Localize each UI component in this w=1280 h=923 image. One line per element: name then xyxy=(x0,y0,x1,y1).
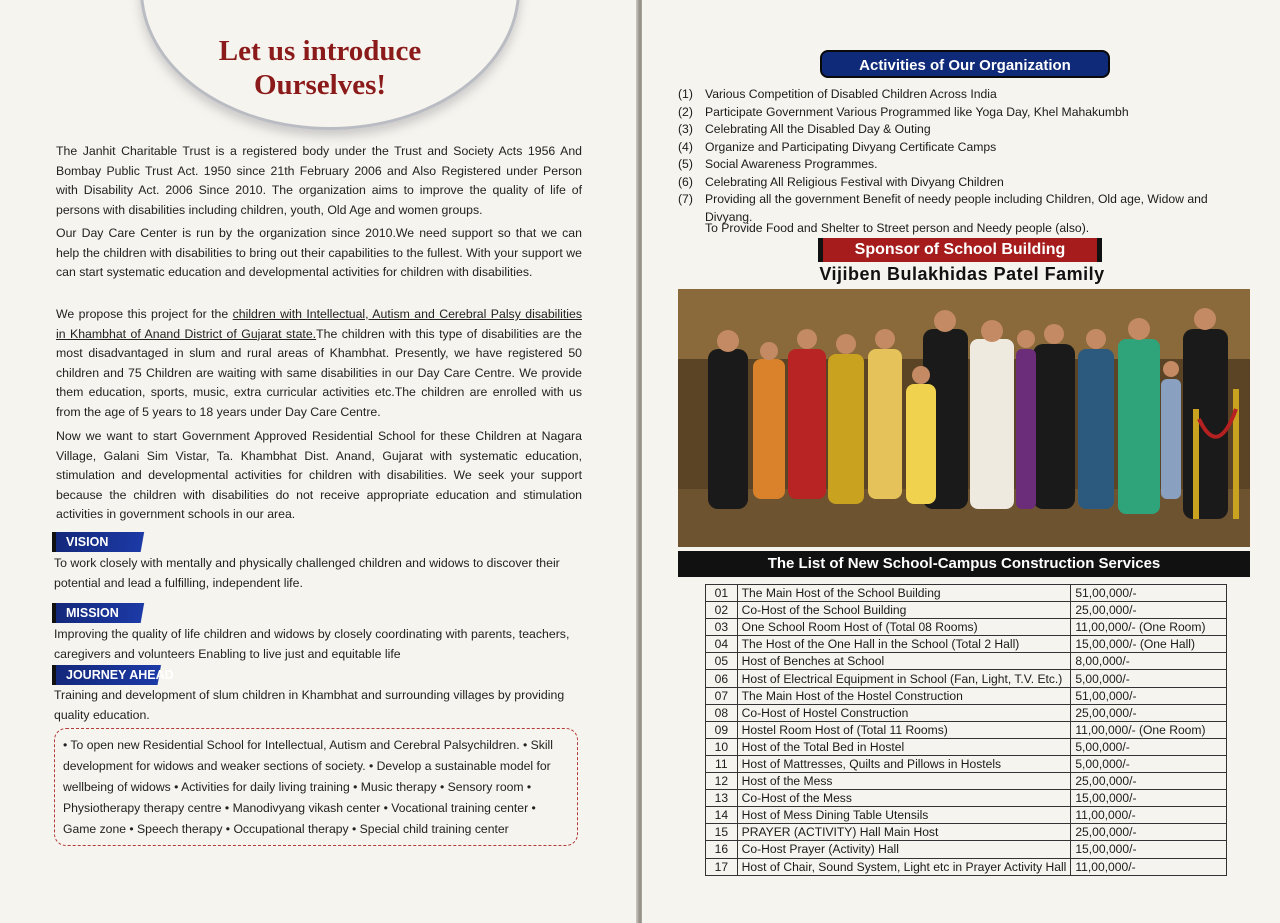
service-amount: 11,00,000/- (One Room) xyxy=(1071,619,1227,636)
activities-banner: Activities of Our Organization xyxy=(820,50,1110,78)
mission-text: Improving the quality of life children and widows by closely coordinating with parents, teachers, caregivers and volunteers Enabling to live just and equitable life xyxy=(54,627,570,661)
intro-paragraph-2: Our Day Care Center is run by the organization since 2010.We need support so that we can help the children with disabilities to bring out their capabilities to the fullest. With your support we can start systematic education and developmental activities for children with disabilities. xyxy=(56,226,582,279)
item-text: Providing all the government Benefit of needy people including Children, Old age, Widow and Divyang. xyxy=(705,192,1208,224)
service-amount: 25,00,000/- xyxy=(1071,704,1227,721)
proposal-paragraph xyxy=(56,305,582,422)
row-number: 15 xyxy=(706,824,738,841)
title-line-2: Ourselves! xyxy=(253,69,387,101)
service-amount: 5,00,000/- xyxy=(1071,755,1227,772)
table-row xyxy=(706,704,1227,721)
row-number: 10 xyxy=(706,738,738,755)
table-row xyxy=(706,790,1227,807)
list-item xyxy=(678,174,1238,192)
sponsor-banner: Sponsor of School Building xyxy=(818,238,1102,262)
vision-heading: VISION xyxy=(52,532,178,552)
table-row xyxy=(706,585,1227,602)
table-row xyxy=(706,773,1227,790)
row-number: 09 xyxy=(706,721,738,738)
item-text: Organize and Participating Divyang Certificate Camps xyxy=(705,139,997,154)
activities-extra: To Provide Food and Shelter to Street person and Needy people (also). xyxy=(705,221,1090,235)
table-row xyxy=(706,670,1227,687)
table-row xyxy=(706,602,1227,619)
service-name: Host of Electrical Equipment in School (Fan, Light, T.V. Etc.) xyxy=(737,670,1071,687)
service-name: Hostel Room Host of (Total 11 Rooms) xyxy=(737,721,1071,738)
service-name: One School Room Host of (Total 08 Rooms) xyxy=(737,619,1071,636)
item-number: (5) xyxy=(678,157,693,171)
services-table xyxy=(705,584,1227,876)
item-text: Social Awareness Programmes. xyxy=(705,157,878,171)
service-amount: 51,00,000/- xyxy=(1071,687,1227,704)
services-table-body xyxy=(706,585,1227,876)
row-number: 01 xyxy=(706,585,738,602)
service-name: The Main Host of the Hostel Construction xyxy=(737,687,1071,704)
sponsor-family: Vijiben Bulakhidas Patel Family xyxy=(819,264,1105,284)
row-number: 12 xyxy=(706,773,738,790)
journey-heading: JOURNEY AHEAD xyxy=(52,665,202,685)
list-item xyxy=(678,104,1238,122)
service-name: Co-Host Prayer (Activity) Hall xyxy=(737,841,1071,858)
table-row xyxy=(706,858,1227,875)
service-name: Host of Mattresses, Quilts and Pillows in Hostels xyxy=(737,755,1071,772)
service-amount: 25,00,000/- xyxy=(1071,824,1227,841)
row-number: 14 xyxy=(706,807,738,824)
service-name: The Host of the One Hall in the School (Total 2 Hall) xyxy=(737,636,1071,653)
right-page xyxy=(642,0,1280,923)
table-row xyxy=(706,841,1227,858)
services-heading: The List of New School-Campus Construction Services xyxy=(678,551,1250,577)
service-name: The Main Host of the School Building xyxy=(737,585,1071,602)
row-number: 16 xyxy=(706,841,738,858)
intro-paragraph-1: The Janhit Charitable Trust is a registered body under the Trust and Society Acts 1956 And Bombay Public Trust Act. 1950 since 21th February 2006 and Also Registered under Person with Disability Act. 2006 Since 2010. The organization aims to improve the quality of life of persons with disabilities including children, youth, Old Age and women groups. xyxy=(56,144,582,217)
service-name: Host of the Mess xyxy=(737,773,1071,790)
service-amount: 15,00,000/- (One Hall) xyxy=(1071,636,1227,653)
row-number: 02 xyxy=(706,602,738,619)
service-name: Host of Benches at School xyxy=(737,653,1071,670)
service-amount: 11,00,000/- xyxy=(1071,858,1227,875)
service-name: Co-Host of Hostel Construction xyxy=(737,704,1071,721)
service-amount: 11,00,000/- xyxy=(1071,807,1227,824)
list-item xyxy=(678,86,1238,104)
service-name: PRAYER (ACTIVITY) Hall Main Host xyxy=(737,824,1071,841)
row-number: 03 xyxy=(706,619,738,636)
item-number: (4) xyxy=(678,139,693,154)
vision-text: To work closely with mentally and physically challenged children and widows to discover their potential and lead a fulfilling, independent life. xyxy=(54,556,560,590)
proposal-underlined: children with Intellectual, Autism and Cerebral Palsy disabilities in Khambhat of Anand District of Gujarat state. xyxy=(56,307,582,341)
row-number: 06 xyxy=(706,670,738,687)
service-name: Host of the Total Bed in Hostel xyxy=(737,738,1071,755)
row-number: 05 xyxy=(706,653,738,670)
page-title xyxy=(180,34,460,102)
item-text: Celebrating All the Disabled Day & Outing xyxy=(705,122,931,136)
service-name: Host of Chair, Sound System, Light etc in Prayer Activity Hall xyxy=(737,858,1071,875)
list-item xyxy=(678,121,1238,139)
residential-paragraph: Now we want to start Government Approved Residential School for these Children at Nagara Village, Galani Sim Vistar, Ta. Khambhat Dist. Anand, Gujarat with systematic education, stimulation and developmental activities for children with disabilities. We seek your support because the children with disabilities do not receive appropriate education and stimulation activities in government schools in our area. xyxy=(56,429,582,521)
proposal-intro: We propose this project for the xyxy=(56,307,233,321)
item-number: (7) xyxy=(678,192,693,206)
table-row xyxy=(706,653,1227,670)
service-amount: 5,00,000/- xyxy=(1071,738,1227,755)
table-row xyxy=(706,687,1227,704)
table-row xyxy=(706,636,1227,653)
table-row xyxy=(706,755,1227,772)
activities-list xyxy=(678,86,1238,226)
item-text: Celebrating All Religious Festival with Divyang Children xyxy=(705,174,1004,189)
service-amount: 11,00,000/- (One Room) xyxy=(1071,721,1227,738)
table-row xyxy=(706,738,1227,755)
service-name: Co-Host of the School Building xyxy=(737,602,1071,619)
service-name: Co-Host of the Mess xyxy=(737,790,1071,807)
row-number: 13 xyxy=(706,790,738,807)
title-line-1: Let us introduce xyxy=(218,35,422,67)
row-number: 11 xyxy=(706,755,738,772)
table-row xyxy=(706,721,1227,738)
left-page xyxy=(0,0,638,923)
service-name: Host of Mess Dining Table Utensils xyxy=(737,807,1071,824)
journey-text: Training and development of slum children in Khambhat and surrounding villages by providing quality education. xyxy=(54,688,565,722)
item-number: (1) xyxy=(678,87,693,101)
sponsor-family-photo xyxy=(678,289,1250,547)
list-item xyxy=(678,139,1238,157)
row-number: 07 xyxy=(706,687,738,704)
group-photo-illustration xyxy=(678,289,1250,547)
list-item xyxy=(678,156,1238,174)
service-amount: 25,00,000/- xyxy=(1071,773,1227,790)
service-amount: 51,00,000/- xyxy=(1071,585,1227,602)
service-amount: 15,00,000/- xyxy=(1071,841,1227,858)
service-amount: 5,00,000/- xyxy=(1071,670,1227,687)
service-amount: 8,00,000/- xyxy=(1071,653,1227,670)
item-number: (2) xyxy=(678,104,693,119)
item-number: (6) xyxy=(678,174,693,189)
service-amount: 15,00,000/- xyxy=(1071,790,1227,807)
row-number: 04 xyxy=(706,636,738,653)
mission-heading: MISSION xyxy=(52,603,178,623)
table-row xyxy=(706,619,1227,636)
item-text: Participate Government Various Programmed like Yoga Day, Khel Mahakumbh xyxy=(705,104,1129,119)
table-row xyxy=(706,807,1227,824)
row-number: 17 xyxy=(706,858,738,875)
item-number: (3) xyxy=(678,122,693,136)
goals-box: • To open new Residential School for Intellectual, Autism and Cerebral Palsychildren. • Skill development for widows and weaker sections of society. • Develop a sustainable model for wellbeing of widows • Activities for daily living training • Music therapy • Sensory room • Physiotherapy therapy centre • Manodivyang vikash center • Vocational training center • Game zone • Speech therapy • Occupational therapy • Special child training center xyxy=(54,728,578,846)
item-text: Various Competition of Disabled Children Across India xyxy=(705,87,997,101)
table-row xyxy=(706,824,1227,841)
service-amount: 25,00,000/- xyxy=(1071,602,1227,619)
proposal-rest: The children with this type of disabilities are the most disadvantaged in slum and rural areas of Khambhat. Presently, we have registered 50 children and 75 Children are waiting with same disabilities in our Day Care Centre. We provide them education, sports, music, extra curricular activities etc.The children are enrolled with us from the age of 5 years to 18 years under Day Care Centre. xyxy=(56,326,582,419)
row-number: 08 xyxy=(706,704,738,721)
